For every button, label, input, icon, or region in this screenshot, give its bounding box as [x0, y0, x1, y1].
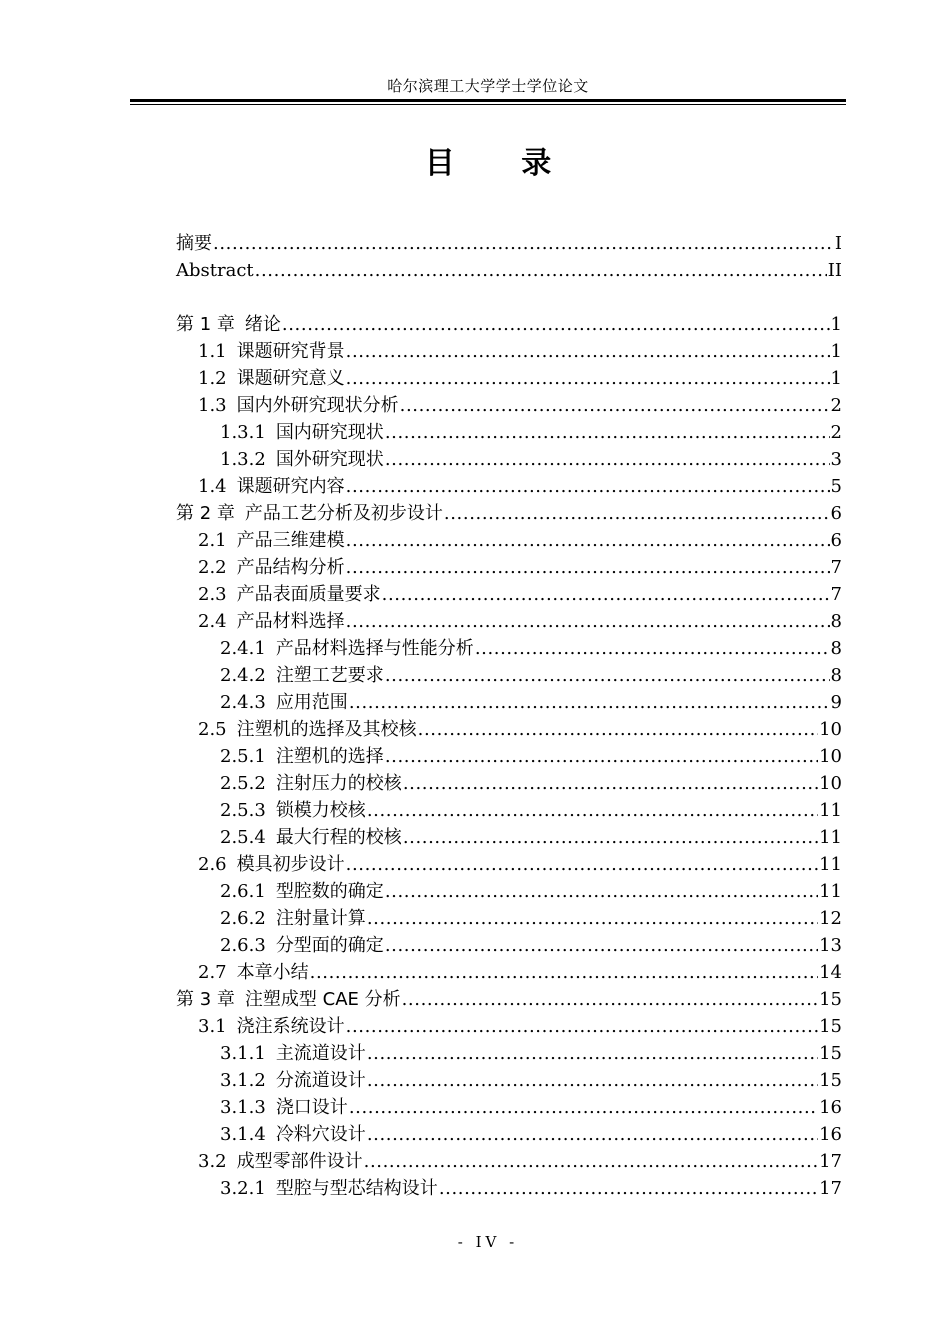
dot-leader — [444, 500, 830, 527]
toc-entry-title: 绪论 — [244, 314, 281, 335]
toc-section-entry[interactable] — [176, 1094, 842, 1121]
toc-entry-page: 7 — [830, 557, 842, 578]
toc-section-entry[interactable] — [176, 662, 842, 689]
toc-entry-title: 分型面的确定 — [275, 935, 384, 956]
toc-entry-page: 15 — [819, 989, 842, 1010]
toc-entry-page: 15 — [819, 1016, 842, 1037]
toc-section-entry[interactable] — [176, 905, 842, 932]
toc-entry-number: 2.4.2 — [220, 665, 266, 686]
toc-entry-page: 15 — [819, 1043, 842, 1064]
toc-entry-title: 分流道设计 — [275, 1070, 366, 1091]
toc-entry-page: 8 — [830, 665, 842, 686]
toc-section-entry[interactable] — [176, 1013, 842, 1040]
toc-entry-page: 13 — [819, 935, 842, 956]
toc-entry-title: 注塑成型 CAE 分析 — [244, 989, 401, 1010]
toc-entry-number: 3.2.1 — [220, 1178, 266, 1199]
dot-leader — [385, 662, 830, 689]
toc-section-entry[interactable] — [176, 797, 842, 824]
toc-entry-title: 课题研究背景 — [236, 341, 345, 362]
toc-section-entry[interactable] — [176, 770, 842, 797]
toc-entry-abstract-cn[interactable] — [176, 230, 842, 257]
toc-section-entry[interactable] — [176, 527, 842, 554]
toc-entry-title: 主流道设计 — [275, 1043, 366, 1064]
dot-leader — [346, 527, 830, 554]
toc-entry-page: 11 — [819, 854, 842, 875]
toc-section-entry[interactable] — [176, 1175, 842, 1202]
toc-entry-number: 第 1 章 — [176, 314, 235, 335]
toc-entry-page: 5 — [830, 476, 842, 497]
toc-entry-title: 国内研究现状 — [275, 422, 384, 443]
toc-entry-title: 型腔数的确定 — [275, 881, 384, 902]
header-rule-thin — [130, 104, 846, 105]
toc-entry-title: 产品表面质量要求 — [236, 584, 381, 605]
toc-entry-page: 16 — [819, 1097, 842, 1118]
dot-leader — [367, 905, 818, 932]
toc-entry-page: 3 — [830, 449, 842, 470]
toc-entry-title: 浇口设计 — [275, 1097, 348, 1118]
toc-entry-title: 注塑机的选择及其校核 — [236, 719, 417, 740]
toc-entry-page: I — [834, 233, 842, 254]
toc-section-entry[interactable] — [176, 1067, 842, 1094]
toc-entry-page: 17 — [819, 1151, 842, 1172]
toc-entry-page: 17 — [819, 1178, 842, 1199]
toc-entry-page: 9 — [830, 692, 842, 713]
toc-entry-page: 1 — [830, 341, 842, 362]
table-of-contents — [176, 230, 842, 1202]
dot-leader — [349, 689, 830, 716]
toc-entry-page: 11 — [819, 827, 842, 848]
toc-entry-number: 2.3 — [198, 584, 227, 605]
toc-entry-page: 6 — [830, 530, 842, 551]
toc-entry-number: 1.4 — [198, 476, 227, 497]
dot-leader — [385, 932, 818, 959]
toc-entry-number: 1.2 — [198, 368, 227, 389]
dot-leader — [403, 824, 818, 851]
toc-section-entry[interactable] — [176, 689, 842, 716]
dot-leader — [349, 1094, 818, 1121]
toc-chapter-entry[interactable] — [176, 500, 842, 527]
toc-entry-number: 2.5.2 — [220, 773, 266, 794]
dot-leader — [310, 959, 818, 986]
toc-section-entry[interactable] — [176, 878, 842, 905]
dot-leader — [346, 365, 830, 392]
toc-entry-page: 7 — [830, 584, 842, 605]
dot-leader — [385, 419, 830, 446]
toc-entry-number: 2.6.2 — [220, 908, 266, 929]
dot-leader — [346, 1013, 818, 1040]
toc-entry-number: 2.4.1 — [220, 638, 266, 659]
dot-leader — [346, 554, 830, 581]
toc-entry-page: 1 — [830, 368, 842, 389]
dot-leader — [382, 581, 830, 608]
toc-entry-title: 本章小结 — [236, 962, 309, 983]
page-number-footer: - IV - — [457, 1233, 519, 1251]
toc-chapter-entry[interactable] — [176, 986, 842, 1013]
toc-entry-page: 8 — [830, 638, 842, 659]
toc-entry-number: 3.1.2 — [220, 1070, 266, 1091]
toc-entry-page: 10 — [819, 773, 842, 794]
dot-leader — [346, 851, 818, 878]
dot-leader — [367, 797, 818, 824]
toc-entry-title: 注塑机的选择 — [275, 746, 384, 767]
toc-entry-title: 最大行程的校核 — [275, 827, 402, 848]
toc-entry-number: 2.6.3 — [220, 935, 266, 956]
toc-entry-number: 1.3 — [198, 395, 227, 416]
toc-entry-number: 3.1.4 — [220, 1124, 266, 1145]
toc-entry-title: 模具初步设计 — [236, 854, 345, 875]
dot-leader — [385, 743, 818, 770]
dot-leader — [418, 716, 818, 743]
toc-entry-number: 3.1 — [198, 1016, 227, 1037]
toc-entry-number: 1.3.1 — [220, 422, 266, 443]
toc-entry-page: 10 — [819, 719, 842, 740]
toc-section-entry[interactable] — [176, 419, 842, 446]
toc-section-entry[interactable] — [176, 473, 842, 500]
dot-leader — [364, 1148, 818, 1175]
dot-leader — [385, 878, 818, 905]
toc-section-entry[interactable] — [176, 365, 842, 392]
header-rule-thick — [130, 99, 846, 102]
toc-entry-page: 15 — [819, 1070, 842, 1091]
toc-entry-title: 注射压力的校核 — [275, 773, 402, 794]
toc-entry-title: 冷料穴设计 — [275, 1124, 366, 1145]
toc-section-entry[interactable] — [176, 554, 842, 581]
toc-entry-title: 注射量计算 — [275, 908, 366, 929]
toc-section-entry[interactable] — [176, 635, 842, 662]
toc-section-entry[interactable] — [176, 338, 842, 365]
toc-entry-number: 2.2 — [198, 557, 227, 578]
dot-leader — [402, 986, 818, 1013]
toc-entry-page: II — [827, 260, 842, 281]
toc-entry-page: 8 — [830, 611, 842, 632]
toc-entry-title: 型腔与型芯结构设计 — [275, 1178, 438, 1199]
toc-entry-title: 课题研究内容 — [236, 476, 345, 497]
toc-entry-number: 2.6 — [198, 854, 227, 875]
toc-entry-title: 应用范围 — [275, 692, 348, 713]
dot-leader — [475, 635, 830, 662]
dot-leader — [400, 392, 830, 419]
dot-leader — [346, 338, 830, 365]
toc-entry-number: 第 2 章 — [176, 503, 235, 524]
toc-entry-page: 11 — [819, 881, 842, 902]
toc-entry-number: 2.4 — [198, 611, 227, 632]
toc-entry-page: 6 — [830, 503, 842, 524]
toc-entry-title: 产品材料选择与性能分析 — [275, 638, 474, 659]
toc-entry-title: 产品三维建模 — [236, 530, 345, 551]
toc-entry-title: 摘要 — [176, 233, 212, 254]
toc-entry-number: 1.1 — [198, 341, 227, 362]
dot-leader — [385, 446, 830, 473]
dot-leader — [282, 311, 830, 338]
toc-entry-page: 12 — [819, 908, 842, 929]
toc-entry-number: 2.6.1 — [220, 881, 266, 902]
toc-entry-page: 16 — [819, 1124, 842, 1145]
dot-leader — [346, 473, 830, 500]
toc-section-entry[interactable] — [176, 581, 842, 608]
toc-entry-page: 10 — [819, 746, 842, 767]
toc-entry-number: 1.3.2 — [220, 449, 266, 470]
toc-section-entry[interactable] — [176, 1040, 842, 1067]
toc-entry-abstract-en[interactable] — [176, 257, 842, 284]
dot-leader — [403, 770, 818, 797]
toc-section-entry[interactable] — [176, 824, 842, 851]
toc-entry-title: 国外研究现状 — [275, 449, 384, 470]
toc-section-entry[interactable] — [176, 932, 842, 959]
dot-leader — [346, 608, 830, 635]
toc-title: 目 录 — [424, 146, 580, 181]
toc-section-entry[interactable] — [176, 392, 842, 419]
toc-section-entry[interactable] — [176, 716, 842, 743]
toc-entry-number: 2.4.3 — [220, 692, 266, 713]
toc-entry-title: 浇注系统设计 — [236, 1016, 345, 1037]
toc-entry-number: 3.2 — [198, 1151, 227, 1172]
toc-entry-number: 3.1.1 — [220, 1043, 266, 1064]
toc-section-entry[interactable] — [176, 1148, 842, 1175]
toc-section-entry[interactable] — [176, 959, 842, 986]
toc-entry-number: 2.5 — [198, 719, 227, 740]
toc-section-entry[interactable] — [176, 1121, 842, 1148]
toc-entry-number: 2.1 — [198, 530, 227, 551]
toc-entry-title: 国内外研究现状分析 — [236, 395, 399, 416]
toc-entry-page: 14 — [819, 962, 842, 983]
toc-entry-number: 2.5.3 — [220, 800, 266, 821]
toc-entry-title: 注塑工艺要求 — [275, 665, 384, 686]
toc-entry-page: 2 — [830, 395, 842, 416]
toc-entry-title: Abstract — [176, 260, 254, 281]
toc-entry-number: 3.1.3 — [220, 1097, 266, 1118]
toc-entry-page: 11 — [819, 800, 842, 821]
toc-entry-number: 2.7 — [198, 962, 227, 983]
running-header: 哈尔滨理工大学学士学位论文 — [387, 77, 589, 95]
toc-chapter-entry[interactable] — [176, 311, 842, 338]
toc-entry-number: 第 3 章 — [176, 989, 235, 1010]
dot-leader — [439, 1175, 818, 1202]
toc-entry-title: 成型零部件设计 — [236, 1151, 363, 1172]
toc-entry-number: 2.5.1 — [220, 746, 266, 767]
toc-entry-title: 产品材料选择 — [236, 611, 345, 632]
toc-section-entry[interactable] — [176, 446, 842, 473]
dot-leader — [367, 1121, 818, 1148]
toc-entry-page: 1 — [830, 314, 842, 335]
dot-leader — [367, 1067, 818, 1094]
toc-section-entry[interactable] — [176, 743, 842, 770]
toc-entry-title: 产品工艺分析及初步设计 — [244, 503, 443, 524]
toc-section-entry[interactable] — [176, 851, 842, 878]
dot-leader — [213, 230, 834, 257]
toc-section-entry[interactable] — [176, 608, 842, 635]
toc-entry-title: 锁模力校核 — [275, 800, 366, 821]
toc-entry-title: 课题研究意义 — [236, 368, 345, 389]
toc-entry-title: 产品结构分析 — [236, 557, 345, 578]
dot-leader — [255, 257, 827, 284]
toc-entry-number: 2.5.4 — [220, 827, 266, 848]
dot-leader — [367, 1040, 818, 1067]
toc-entry-page: 2 — [830, 422, 842, 443]
